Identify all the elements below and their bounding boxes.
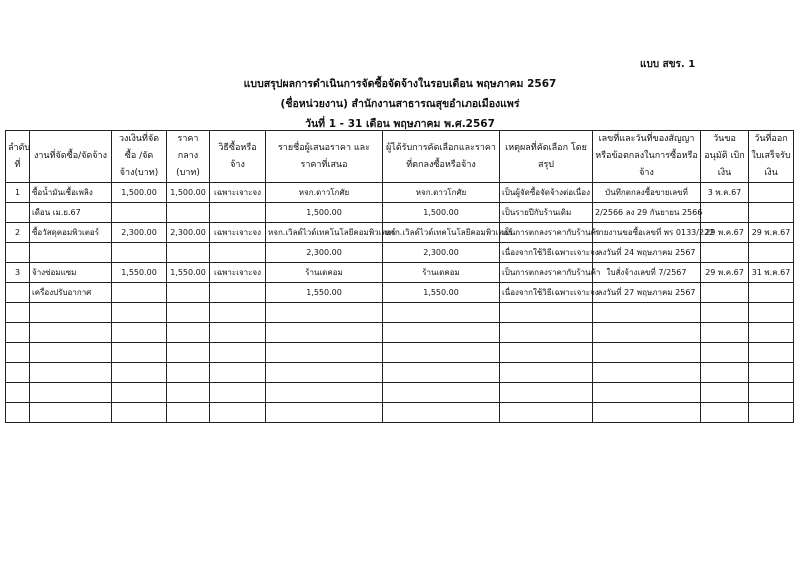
procurement-method [210,243,266,263]
empty-cell [112,343,167,363]
procurement-method [210,283,266,303]
procurement-method: เฉพาะเจาะจง [210,263,266,283]
empty-cell [701,403,749,423]
median-price [167,203,210,223]
empty-cell [749,403,794,423]
empty-cell [210,383,266,403]
empty-cell [383,343,500,363]
header-receipt-date: วันที่ออก ใบเสร็จรับเงิน [749,131,794,183]
empty-cell [210,363,266,383]
empty-cell [701,303,749,323]
header-no: ลำดับที่ [6,131,30,183]
empty-cell [749,323,794,343]
row-number [6,243,30,263]
header-method: วิธีซื้อหรือจ้าง [210,131,266,183]
median-price: 2,300.00 [167,223,210,243]
header-contract: เลขที่และวันที่ของสัญญา หรือข้อตกลงในการซื้อหรือจ้าง [593,131,701,183]
approve-date [701,283,749,303]
median-price [167,243,210,263]
work-item [30,243,112,263]
empty-cell [167,343,210,363]
empty-cell [500,303,593,323]
empty-cell [210,303,266,323]
empty-cell [593,363,701,383]
empty-cell [6,303,30,323]
reason-cell: เป็นการตกลงราคากับร้านค้า [500,263,593,283]
receipt-date [749,243,794,263]
budget-amount [112,283,167,303]
offerer-cell: 2,300.00 [266,243,383,263]
form-code: แบบ สขร. 1 [640,59,696,70]
empty-cell [749,383,794,403]
empty-table-row [6,403,794,423]
work-item: เครื่องปรับอากาศ [30,283,112,303]
winner-cell: 1,500.00 [383,203,500,223]
empty-cell [112,403,167,423]
budget-amount [112,203,167,223]
row-number [6,203,30,223]
winner-cell: 2,300.00 [383,243,500,263]
empty-cell [593,403,701,423]
header-median-price: ราคากลาง (บาท) [167,131,210,183]
header-approve-date: วันขออนุมัติ เบิกเงิน [701,131,749,183]
median-price: 1,550.00 [167,263,210,283]
reason-cell: เป็นผู้จัดซื้อจัดจ้างต่อเนื่อง [500,183,593,203]
empty-cell [112,303,167,323]
empty-cell [210,323,266,343]
row-number: 3 [6,263,30,283]
contract-cell: ลงวันที่ 24 พฤษภาคม 2567 [593,243,701,263]
empty-cell [112,323,167,343]
empty-table-row [6,363,794,383]
empty-cell [593,323,701,343]
header-offerers: รายชื่อผู้เสนอราคา และราคาที่เสนอ [266,131,383,183]
approve-date: 29 พ.ค.67 [701,263,749,283]
empty-table-row [6,303,794,323]
procurement-method [210,203,266,223]
empty-cell [500,323,593,343]
header-work: งานที่จัดซื้อ/จัดจ้าง [30,131,112,183]
empty-cell [266,403,383,423]
empty-cell [30,343,112,363]
empty-cell [500,383,593,403]
work-item: ซื้อน้ำมันเชื้อเพลิง [30,183,112,203]
contract-cell: ใบสั่งจ้างเลขที่ 7/2567 [593,263,701,283]
empty-cell [167,403,210,423]
empty-cell [701,383,749,403]
empty-cell [500,403,593,423]
table-row [6,183,794,203]
row-number [6,283,30,303]
agency-name: (ชื่อหน่วยงาน) สำนักงานสาธารณสุขอำเภอเมืองแพร่ [280,98,520,110]
empty-cell [6,363,30,383]
receipt-date [749,203,794,223]
budget-amount: 1,500.00 [112,183,167,203]
winner-cell: ร้านเดคอม [383,263,500,283]
empty-cell [30,403,112,423]
empty-cell [749,343,794,363]
empty-cell [30,323,112,343]
empty-cell [6,383,30,403]
work-item: จ้างซ่อมแซม [30,263,112,283]
empty-cell [500,363,593,383]
empty-cell [30,363,112,383]
empty-cell [112,383,167,403]
table-row [6,283,794,303]
empty-cell [167,363,210,383]
empty-cell [701,323,749,343]
contract-cell: ลงวันที่ 27 พฤษภาคม 2567 [593,283,701,303]
empty-cell [167,303,210,323]
empty-cell [383,323,500,343]
empty-cell [266,383,383,403]
approve-date: 29 พ.ค.67 [701,223,749,243]
contract-cell: 2/2566 ลง 29 กันยายน 2566 [593,203,701,223]
procurement-method: เฉพาะเจาะจง [210,183,266,203]
approve-date: 3 พ.ค.67 [701,183,749,203]
row-number: 1 [6,183,30,203]
offerer-cell: หจก.เวิลด์ไวด์เทคโนโลยีคอมพิวเตอร์ [266,223,383,243]
row-number: 2 [6,223,30,243]
reason-cell: เป็นรายปีกับร้านเดิม [500,203,593,223]
budget-amount: 1,550.00 [112,263,167,283]
empty-table-row [6,343,794,363]
table-row [6,243,794,263]
empty-cell [30,383,112,403]
median-price: 1,500.00 [167,183,210,203]
reason-cell: เนื่องจากใช้วิธีเฉพาะเจาะจง [500,243,593,263]
empty-cell [593,303,701,323]
empty-cell [383,303,500,323]
contract-cell: บันทึกตกลงซื้อขายเลขที่ [593,183,701,203]
contract-cell: รายงานขอซื้อเลขที่ พร 0133/222 [593,223,701,243]
receipt-date [749,183,794,203]
empty-cell [383,403,500,423]
winner-cell: 1,550.00 [383,283,500,303]
approve-date [701,203,749,223]
median-price [167,283,210,303]
empty-cell [6,403,30,423]
empty-cell [167,383,210,403]
table-row [6,223,794,243]
budget-amount: 2,300.00 [112,223,167,243]
work-item: เดือน เม.ย.67 [30,203,112,223]
offerer-cell: 1,500.00 [266,203,383,223]
empty-table-row [6,383,794,403]
empty-cell [500,343,593,363]
report-title: แบบสรุปผลการดำเนินการจัดซื้อจัดจ้างในรอบเดือน พฤษภาคม 2567 [243,78,557,90]
empty-cell [593,383,701,403]
empty-cell [266,303,383,323]
table-row [6,263,794,283]
empty-cell [210,403,266,423]
budget-amount [112,243,167,263]
empty-cell [266,343,383,363]
empty-cell [749,363,794,383]
offerer-cell: 1,550.00 [266,283,383,303]
header-reason: เหตุผลที่คัดเลือก โดยสรุป [500,131,593,183]
work-item: ซื้อวัสดุคอมพิวเตอร์ [30,223,112,243]
winner-cell: หจก.เวิลด์ไวด์เทคโนโลยีคอมพิวเตอร์ [383,223,500,243]
receipt-date: 29 พ.ค.67 [749,223,794,243]
empty-cell [383,383,500,403]
offerer-cell: ร้านเดคอม [266,263,383,283]
header-budget: วงเงินที่จัดซื้อ /จัดจ้าง(บาท) [112,131,167,183]
empty-cell [6,343,30,363]
empty-cell [112,363,167,383]
empty-cell [749,303,794,323]
empty-cell [593,343,701,363]
procurement-method: เฉพาะเจาะจง [210,223,266,243]
empty-cell [701,343,749,363]
empty-cell [266,323,383,343]
approve-date [701,243,749,263]
winner-cell: หจก.ดาวโกศัย [383,183,500,203]
empty-cell [167,323,210,343]
header-winner: ผู้ได้รับการคัดเลือกและราคา ที่ตกลงซื้อหรือจ้าง [383,131,500,183]
empty-cell [30,303,112,323]
reason-cell: เป็นการตกลงราคากับร้านค้า [500,223,593,243]
table-row [6,203,794,223]
receipt-date [749,283,794,303]
procurement-table [5,130,794,423]
receipt-date: 31 พ.ค.67 [749,263,794,283]
reason-cell: เนื่องจากใช้วิธีเฉพาะเจาะจง [500,283,593,303]
empty-table-row [6,323,794,343]
empty-cell [210,343,266,363]
empty-cell [701,363,749,383]
table-header-row [6,131,794,183]
empty-cell [266,363,383,383]
table-body [6,183,794,423]
empty-cell [6,323,30,343]
empty-cell [383,363,500,383]
report-period: วันที่ 1 - 31 เดือน พฤษภาคม พ.ศ.2567 [305,118,495,130]
offerer-cell: หจก.ดาวโกศัย [266,183,383,203]
